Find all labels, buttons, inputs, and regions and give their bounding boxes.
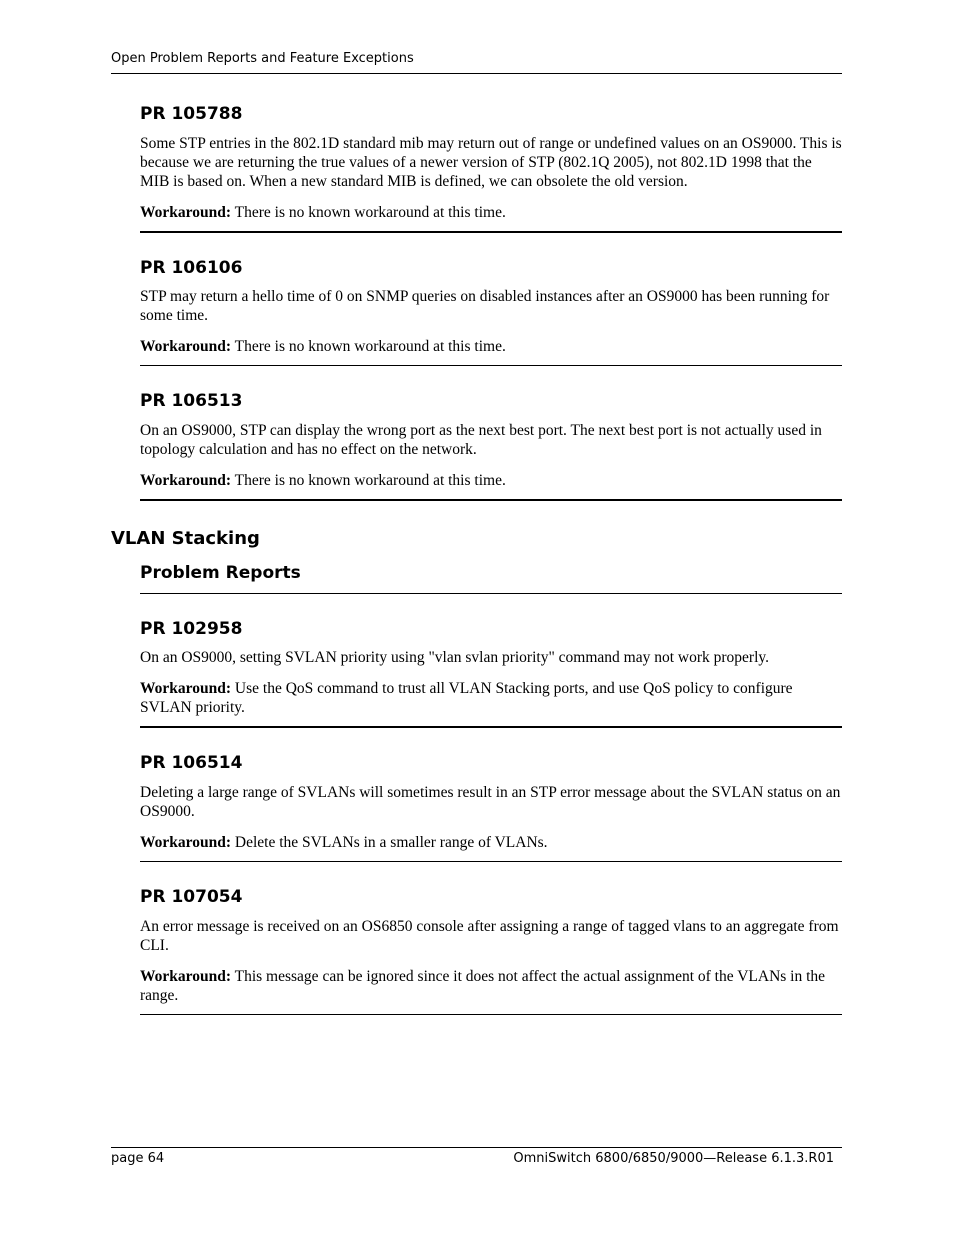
pr-workaround	[140, 203, 842, 222]
section-divider	[140, 593, 842, 594]
pr-workaround	[140, 679, 842, 717]
workaround-label: Workaround:	[140, 338, 232, 356]
pr-description: Deleting a large range of SVLANs will sometimes result in an STP error message about the SVLAN status on an OS9000.	[140, 783, 841, 820]
workaround-text: There is no known workaround at this time.	[231, 338, 506, 356]
pr-description: Some STP entries in the 802.1D standard mib may return out of range or undefined values on an OS9000. This is because we are returning the true values of a newer version of STP (802.1Q 2005), not 802.1D 1998 that the MIB is based on. When a new standard MIB is defined, we can obsolete the old version.	[140, 134, 842, 190]
workaround-text: There is no known workaround at this time.	[231, 472, 506, 490]
pr-title: PR 102958	[140, 618, 243, 639]
workaround-text: Use the QoS command to trust all VLAN Stacking ports, and use QoS policy to configure SVLAN priority.	[140, 680, 793, 717]
pr-title: PR 107054	[140, 886, 243, 907]
problem-report-106514	[140, 754, 842, 862]
section-heading-vlan-stacking: VLAN Stacking	[111, 528, 260, 550]
problem-report-106106	[140, 259, 842, 367]
section-divider	[140, 726, 842, 728]
page-number: page 64	[111, 1151, 165, 1166]
section-divider	[140, 861, 842, 862]
pr-workaround	[140, 337, 842, 356]
section-divider	[140, 1014, 842, 1015]
workaround-label: Workaround:	[140, 680, 232, 698]
pr-description: On an OS9000, STP can display the wrong port as the next best port. The next best port is not actually used in topology calculation and has no effect on the network.	[140, 422, 822, 459]
pr-workaround	[140, 967, 842, 1005]
problem-report-105788	[140, 105, 842, 233]
subheading-problem-reports: Problem Reports	[140, 562, 301, 583]
pr-description: On an OS9000, setting SVLAN priority using "vlan svlan priority" command may not work properly.	[140, 649, 769, 667]
pr-title: PR 105788	[140, 104, 243, 124]
pr-title: PR 106513	[140, 391, 243, 412]
workaround-label: Workaround:	[140, 967, 232, 985]
section-divider	[140, 499, 842, 501]
workaround-text: Delete the SVLANs in a smaller range of VLANs.	[231, 833, 548, 851]
section-divider	[140, 365, 842, 366]
workaround-text: This message can be ignored since it does not affect the actual assignment of the VLANs in the range.	[140, 967, 826, 1004]
section-divider	[140, 231, 842, 233]
problem-report-107054	[140, 888, 842, 1015]
workaround-label: Workaround:	[140, 203, 232, 221]
workaround-label: Workaround:	[140, 472, 232, 490]
pr-description: An error message is received on an OS6850 console after assigning a range of tagged vlans to an aggregate from CLI.	[140, 917, 839, 954]
running-header-title: Open Problem Reports and Feature Exceptions	[111, 51, 414, 66]
pr-workaround	[140, 833, 842, 852]
header-divider	[111, 73, 842, 74]
workaround-label: Workaround:	[140, 833, 232, 851]
pr-description: STP may return a hello time of 0 on SNMP queries on disabled instances after an OS9000 has been running for some time.	[140, 288, 830, 325]
pr-workaround	[140, 471, 842, 490]
workaround-text: There is no known workaround at this time.	[231, 203, 506, 221]
product-release: OmniSwitch 6800/6850/9000—Release 6.1.3.R01	[513, 1151, 834, 1166]
problem-report-106513	[140, 392, 842, 501]
pr-title: PR 106514	[140, 753, 243, 774]
pr-title: PR 106106	[140, 257, 243, 278]
footer-divider	[111, 1147, 842, 1148]
problem-report-102958	[140, 620, 842, 729]
page-content	[111, 104, 842, 1041]
